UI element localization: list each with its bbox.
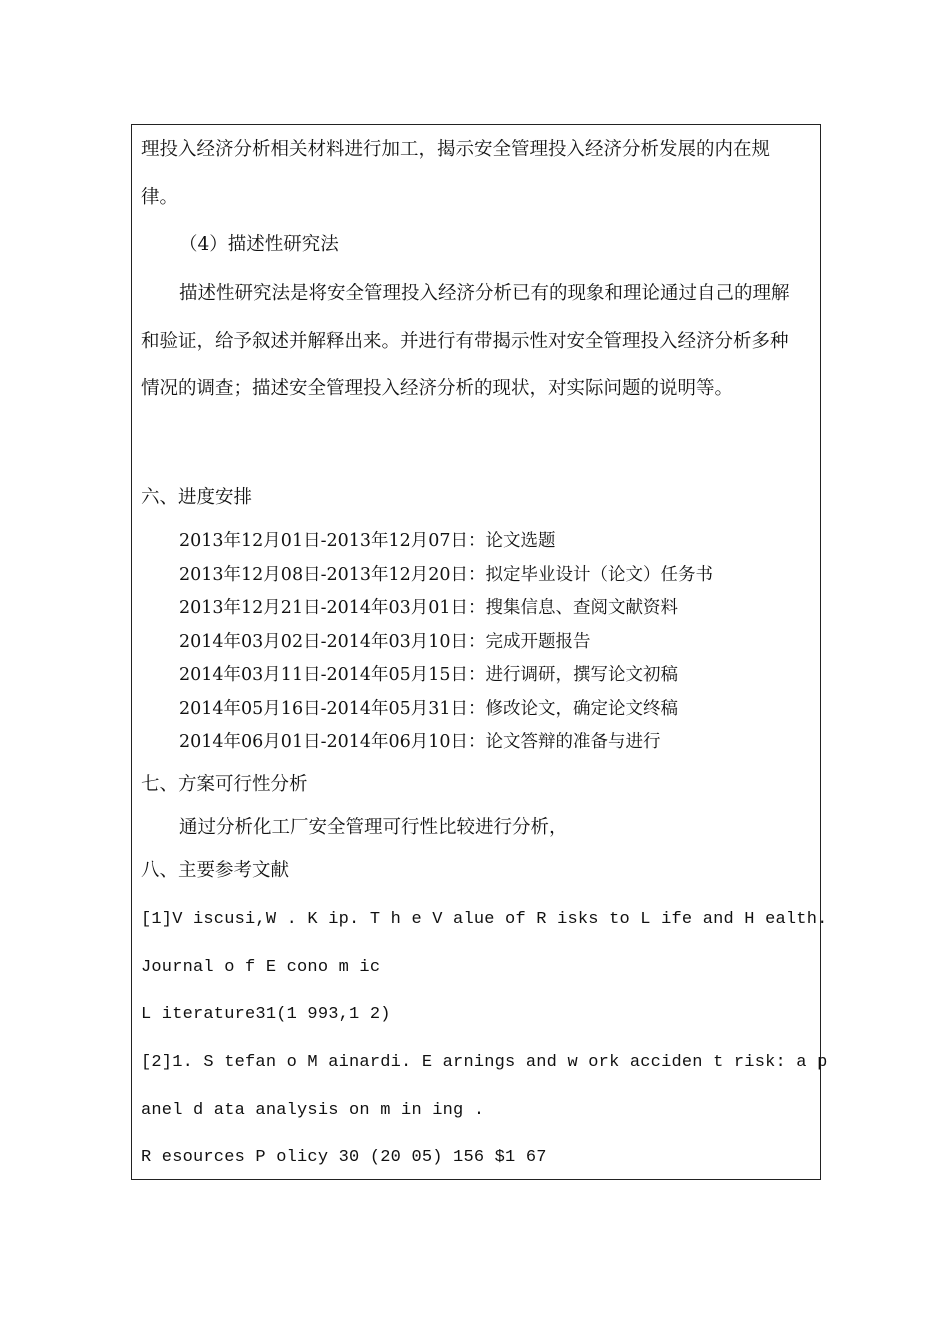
paragraph-line: 律。	[141, 187, 179, 208]
section-heading: 八、主要参考文献	[141, 860, 290, 881]
paragraph-line: 通过分析化工厂安全管理可行性比较进行分析，	[179, 817, 568, 838]
reference-line: Journal o f E cono m ic	[141, 958, 381, 977]
reference-line: R esources P olicy 30 (20 05) 156 $1 67	[141, 1148, 547, 1167]
schedule-item: 2014年05月16日-2014年05月31日：修改论文，确定论文终稿	[179, 699, 679, 719]
reference-line: L iterature31(1 993,1 2)	[141, 1005, 391, 1024]
schedule-item: 2013年12月21日-2014年03月01日：搜集信息、查阅文献资料	[179, 598, 679, 618]
reference-line: [1]V iscusi,W . K ip. T h e V alue of R isks to L ife and H ealth.	[141, 910, 828, 929]
paragraph-line: 描述性研究法是将安全管理投入经济分析已有的现象和理论通过自己的理解	[179, 283, 790, 304]
paragraph-line: 情况的调查；描述安全管理投入经济分析的现状，对实际问题的说明等。	[141, 378, 734, 399]
schedule-item: 2013年12月01日-2013年12月07日：论文选题	[179, 531, 556, 551]
paragraph-line: 理投入经济分析相关材料进行加工，揭示安全管理投入经济分析发展的内在规	[141, 139, 771, 160]
schedule-item: 2014年06月01日-2014年06月10日：论文答辩的准备与进行	[179, 732, 661, 752]
reference-line: [2]1. S tefan o M ainardi. E arnings and w ork acciden t risk: a p	[141, 1053, 828, 1072]
schedule-item: 2014年03月11日-2014年05月15日：进行调研，撰写论文初稿	[179, 665, 679, 685]
section-heading: 六、进度安排	[141, 487, 253, 508]
schedule-item: 2014年03月02日-2014年03月10日：完成开题报告	[179, 632, 591, 652]
paragraph-line: 和验证，给予叙述并解释出来。并进行有带揭示性对安全管理投入经济分析多种	[141, 331, 789, 352]
reference-line: anel d ata analysis on m in ing .	[141, 1101, 485, 1120]
method-heading: （4）描述性研究法	[179, 234, 339, 255]
section-heading: 七、方案可行性分析	[141, 774, 308, 795]
schedule-item: 2013年12月08日-2013年12月20日：拟定毕业设计（论文）任务书	[179, 565, 714, 585]
